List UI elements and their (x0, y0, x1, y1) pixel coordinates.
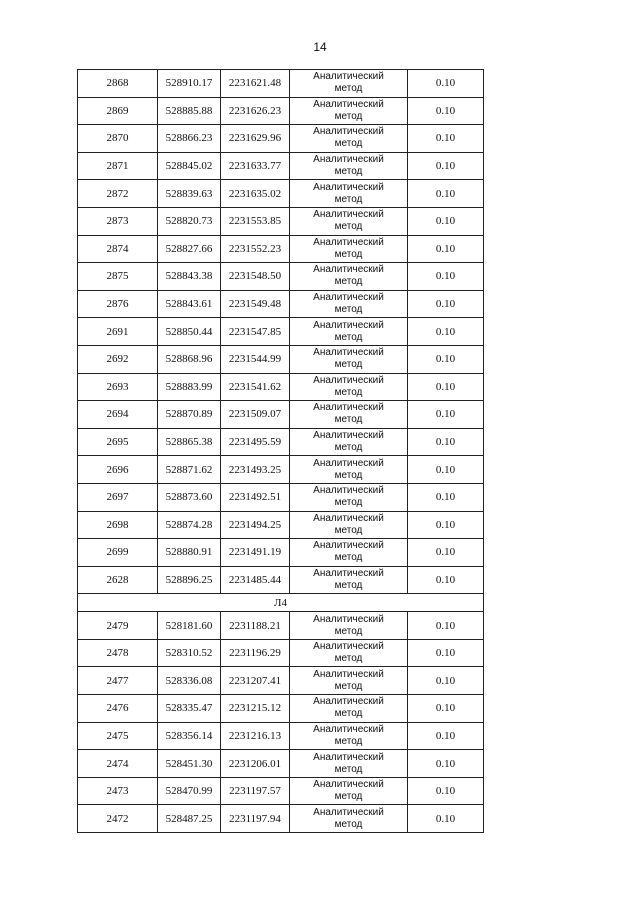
point-id-cell: 2695 (78, 428, 158, 456)
error-cell: 0.10 (408, 428, 484, 456)
y-coordinate-cell: 2231207.41 (221, 667, 290, 695)
point-id-cell: 2474 (78, 750, 158, 778)
method-cell (290, 152, 408, 180)
x-coordinate-cell: 528470.99 (158, 777, 221, 805)
method-line1: Аналитический (313, 292, 384, 304)
table-row (78, 456, 484, 484)
method-line2: метод (334, 359, 363, 371)
method-line1: Аналитический (313, 126, 384, 138)
error-cell: 0.10 (408, 70, 484, 98)
error-cell: 0.10 (408, 805, 484, 833)
error-cell: 0.10 (408, 722, 484, 750)
method-line1: Аналитический (313, 374, 384, 386)
x-coordinate-cell: 528868.96 (158, 345, 221, 373)
method-line2: метод (334, 653, 363, 665)
y-coordinate-cell: 2231494.25 (221, 511, 290, 539)
table-row (78, 70, 484, 98)
group-label: Л4 (78, 594, 484, 612)
y-coordinate-cell: 2231621.48 (221, 70, 290, 98)
error-cell: 0.10 (408, 263, 484, 291)
method-cell (290, 70, 408, 98)
method-cell (290, 777, 408, 805)
table-row (78, 180, 484, 208)
error-cell: 0.10 (408, 639, 484, 667)
method-cell (290, 722, 408, 750)
point-id-cell: 2697 (78, 483, 158, 511)
point-id-cell: 2870 (78, 125, 158, 153)
error-cell: 0.10 (408, 345, 484, 373)
method-cell (290, 207, 408, 235)
error-cell: 0.10 (408, 318, 484, 346)
method-cell (290, 180, 408, 208)
x-coordinate-cell: 528181.60 (158, 612, 221, 640)
y-coordinate-cell: 2231541.62 (221, 373, 290, 401)
table-row (78, 428, 484, 456)
point-id-cell: 2871 (78, 152, 158, 180)
error-cell: 0.10 (408, 180, 484, 208)
x-coordinate-cell: 528335.47 (158, 695, 221, 723)
method-line2: метод (334, 735, 363, 747)
table-row (78, 777, 484, 805)
y-coordinate-cell: 2231544.99 (221, 345, 290, 373)
x-coordinate-cell: 528873.60 (158, 483, 221, 511)
x-coordinate-cell: 528883.99 (158, 373, 221, 401)
error-cell: 0.10 (408, 97, 484, 125)
y-coordinate-cell: 2231495.59 (221, 428, 290, 456)
method-cell (290, 373, 408, 401)
method-line2: метод (334, 166, 363, 178)
method-cell (290, 290, 408, 318)
method-cell (290, 805, 408, 833)
point-id-cell: 2876 (78, 290, 158, 318)
error-cell: 0.10 (408, 401, 484, 429)
error-cell: 0.10 (408, 290, 484, 318)
coordinates-table (77, 69, 484, 833)
method-cell (290, 235, 408, 263)
method-line2: метод (334, 304, 363, 316)
table-row (78, 750, 484, 778)
table-group-section (78, 594, 484, 612)
method-line1: Аналитический (313, 668, 384, 680)
point-id-cell: 2628 (78, 566, 158, 594)
y-coordinate-cell: 2231215.12 (221, 695, 290, 723)
x-coordinate-cell: 528885.88 (158, 97, 221, 125)
method-cell (290, 750, 408, 778)
method-line2: метод (334, 442, 363, 454)
x-coordinate-cell: 528880.91 (158, 539, 221, 567)
table-section-a (78, 70, 484, 594)
method-line1: Аналитический (313, 723, 384, 735)
method-line1: Аналитический (313, 209, 384, 221)
x-coordinate-cell: 528827.66 (158, 235, 221, 263)
x-coordinate-cell: 528820.73 (158, 207, 221, 235)
point-id-cell: 2869 (78, 97, 158, 125)
x-coordinate-cell: 528845.02 (158, 152, 221, 180)
x-coordinate-cell: 528896.25 (158, 566, 221, 594)
method-line1: Аналитический (313, 641, 384, 653)
method-line2: метод (334, 552, 363, 564)
error-cell: 0.10 (408, 483, 484, 511)
point-id-cell: 2478 (78, 639, 158, 667)
table-row (78, 152, 484, 180)
method-cell (290, 539, 408, 567)
method-line2: метод (334, 138, 363, 150)
method-cell (290, 612, 408, 640)
x-coordinate-cell: 528870.89 (158, 401, 221, 429)
error-cell: 0.10 (408, 207, 484, 235)
x-coordinate-cell: 528310.52 (158, 639, 221, 667)
y-coordinate-cell: 2231549.48 (221, 290, 290, 318)
y-coordinate-cell: 2231206.01 (221, 750, 290, 778)
method-line2: метод (334, 248, 363, 260)
x-coordinate-cell: 528356.14 (158, 722, 221, 750)
y-coordinate-cell: 2231196.29 (221, 639, 290, 667)
y-coordinate-cell: 2231197.94 (221, 805, 290, 833)
method-line1: Аналитический (313, 430, 384, 442)
y-coordinate-cell: 2231629.96 (221, 125, 290, 153)
table-row (78, 612, 484, 640)
method-line1: Аналитический (313, 613, 384, 625)
point-id-cell: 2691 (78, 318, 158, 346)
y-coordinate-cell: 2231197.57 (221, 777, 290, 805)
method-line2: метод (334, 110, 363, 122)
point-id-cell: 2872 (78, 180, 158, 208)
x-coordinate-cell: 528850.44 (158, 318, 221, 346)
group-header-row (78, 594, 484, 612)
y-coordinate-cell: 2231188.21 (221, 612, 290, 640)
method-line1: Аналитический (313, 751, 384, 763)
method-cell (290, 667, 408, 695)
table-row (78, 483, 484, 511)
table-row (78, 722, 484, 750)
method-line1: Аналитический (313, 806, 384, 818)
method-line1: Аналитический (313, 154, 384, 166)
error-cell: 0.10 (408, 511, 484, 539)
method-line2: метод (334, 579, 363, 591)
method-line1: Аналитический (313, 181, 384, 193)
method-cell (290, 456, 408, 484)
x-coordinate-cell: 528871.62 (158, 456, 221, 484)
error-cell: 0.10 (408, 566, 484, 594)
point-id-cell: 2477 (78, 667, 158, 695)
y-coordinate-cell: 2231553.85 (221, 207, 290, 235)
point-id-cell: 2875 (78, 263, 158, 291)
method-line2: метод (334, 276, 363, 288)
method-cell (290, 345, 408, 373)
table-row (78, 235, 484, 263)
x-coordinate-cell: 528866.23 (158, 125, 221, 153)
point-id-cell: 2692 (78, 345, 158, 373)
point-id-cell: 2472 (78, 805, 158, 833)
method-line2: метод (334, 193, 363, 205)
error-cell: 0.10 (408, 777, 484, 805)
x-coordinate-cell: 528865.38 (158, 428, 221, 456)
table-row (78, 263, 484, 291)
y-coordinate-cell: 2231491.19 (221, 539, 290, 567)
table-row (78, 373, 484, 401)
method-line1: Аналитический (313, 457, 384, 469)
method-line2: метод (334, 524, 363, 536)
x-coordinate-cell: 528451.30 (158, 750, 221, 778)
method-line2: метод (334, 763, 363, 775)
method-cell (290, 511, 408, 539)
table-row (78, 290, 484, 318)
y-coordinate-cell: 2231633.77 (221, 152, 290, 180)
table-row (78, 125, 484, 153)
method-cell (290, 318, 408, 346)
error-cell: 0.10 (408, 125, 484, 153)
table-row (78, 207, 484, 235)
error-cell: 0.10 (408, 456, 484, 484)
method-cell (290, 97, 408, 125)
method-cell (290, 566, 408, 594)
method-line2: метод (334, 386, 363, 398)
y-coordinate-cell: 2231493.25 (221, 456, 290, 484)
method-line1: Аналитический (313, 485, 384, 497)
method-line1: Аналитический (313, 779, 384, 791)
table-row (78, 566, 484, 594)
method-line2: метод (334, 818, 363, 830)
y-coordinate-cell: 2231485.44 (221, 566, 290, 594)
y-coordinate-cell: 2231552.23 (221, 235, 290, 263)
point-id-cell: 2868 (78, 70, 158, 98)
method-cell (290, 483, 408, 511)
table-row (78, 695, 484, 723)
method-line1: Аналитический (313, 264, 384, 276)
y-coordinate-cell: 2231548.50 (221, 263, 290, 291)
method-line2: метод (334, 331, 363, 343)
point-id-cell: 2479 (78, 612, 158, 640)
method-line1: Аналитический (313, 512, 384, 524)
method-line2: метод (334, 791, 363, 803)
method-line2: метод (334, 625, 363, 637)
point-id-cell: 2698 (78, 511, 158, 539)
method-line1: Аналитический (313, 696, 384, 708)
x-coordinate-cell: 528843.61 (158, 290, 221, 318)
y-coordinate-cell: 2231509.07 (221, 401, 290, 429)
x-coordinate-cell: 528910.17 (158, 70, 221, 98)
method-line1: Аналитический (313, 98, 384, 110)
table-row (78, 511, 484, 539)
y-coordinate-cell: 2231216.13 (221, 722, 290, 750)
error-cell: 0.10 (408, 152, 484, 180)
error-cell: 0.10 (408, 612, 484, 640)
x-coordinate-cell: 528839.63 (158, 180, 221, 208)
y-coordinate-cell: 2231492.51 (221, 483, 290, 511)
error-cell: 0.10 (408, 695, 484, 723)
method-cell (290, 401, 408, 429)
point-id-cell: 2873 (78, 207, 158, 235)
method-cell (290, 263, 408, 291)
error-cell: 0.10 (408, 539, 484, 567)
table-row (78, 97, 484, 125)
table-row (78, 539, 484, 567)
point-id-cell: 2476 (78, 695, 158, 723)
y-coordinate-cell: 2231626.23 (221, 97, 290, 125)
method-line2: метод (334, 708, 363, 720)
point-id-cell: 2693 (78, 373, 158, 401)
method-line1: Аналитический (313, 347, 384, 359)
x-coordinate-cell: 528874.28 (158, 511, 221, 539)
method-line2: метод (334, 469, 363, 481)
method-cell (290, 125, 408, 153)
table-row (78, 805, 484, 833)
method-line1: Аналитический (313, 71, 384, 83)
point-id-cell: 2699 (78, 539, 158, 567)
method-cell (290, 428, 408, 456)
y-coordinate-cell: 2231635.02 (221, 180, 290, 208)
method-line1: Аналитический (313, 540, 384, 552)
method-line2: метод (334, 680, 363, 692)
table-row (78, 318, 484, 346)
x-coordinate-cell: 528487.25 (158, 805, 221, 833)
point-id-cell: 2694 (78, 401, 158, 429)
method-line1: Аналитический (313, 567, 384, 579)
method-cell (290, 639, 408, 667)
table-row (78, 639, 484, 667)
point-id-cell: 2475 (78, 722, 158, 750)
method-line2: метод (334, 221, 363, 233)
error-cell: 0.10 (408, 235, 484, 263)
point-id-cell: 2473 (78, 777, 158, 805)
method-cell (290, 695, 408, 723)
x-coordinate-cell: 528843.38 (158, 263, 221, 291)
method-line2: метод (334, 414, 363, 426)
error-cell: 0.10 (408, 667, 484, 695)
method-line2: метод (334, 83, 363, 95)
point-id-cell: 2874 (78, 235, 158, 263)
table-row (78, 345, 484, 373)
method-line1: Аналитический (313, 402, 384, 414)
method-line1: Аналитический (313, 236, 384, 248)
error-cell: 0.10 (408, 750, 484, 778)
method-line1: Аналитический (313, 319, 384, 331)
point-id-cell: 2696 (78, 456, 158, 484)
page-number: 14 (313, 40, 327, 54)
error-cell: 0.10 (408, 373, 484, 401)
table-row (78, 667, 484, 695)
table-row (78, 401, 484, 429)
x-coordinate-cell: 528336.08 (158, 667, 221, 695)
table-section-b (78, 612, 484, 833)
y-coordinate-cell: 2231547.85 (221, 318, 290, 346)
method-line2: метод (334, 497, 363, 509)
